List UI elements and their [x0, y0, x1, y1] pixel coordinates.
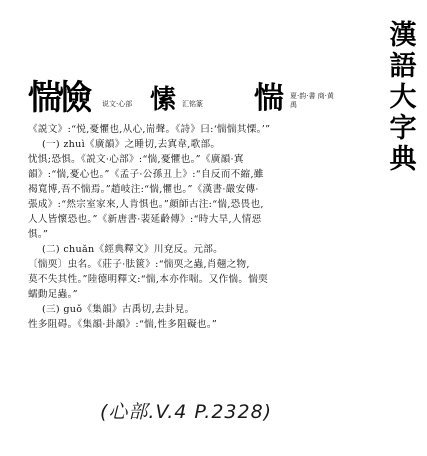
- seal-script-form-3: 惴: [254, 81, 284, 116]
- entry-line: 《説文》:“悦,憂懼也,从心,耑聲。《詩》曰:‘惴惴其慄。’”: [28, 124, 271, 135]
- form-source-3: 夏·韵·書 商·黄禹: [290, 92, 334, 109]
- entry-line: 蠕動足蟲。”: [28, 289, 78, 300]
- title-char: 大: [389, 82, 417, 113]
- entry-line: (一) zhuì《廣韻》之睡切,去寘韋,歌部。: [42, 139, 221, 150]
- entry-body: [28, 122, 373, 332]
- entry-line: 惧。”: [28, 229, 49, 240]
- entry-line: 性多阻碍。《集韻·卦韻》:“惴,性多阻礙也。”: [28, 319, 218, 330]
- title-char: 漢: [389, 20, 417, 51]
- seal-script-form-2: 愫: [150, 85, 177, 115]
- handwritten-page-reference: (心部.V.4 P.2328): [100, 401, 273, 423]
- entry-line: 張成》:“然宗室家來,人肯惧也。”顔師古注:“惴,恐畏也,: [28, 199, 264, 210]
- entry-line: 褐寬博,吾不惴焉。”趙岐注:“惴,懼也。”《漢書·嚴安傳·: [28, 184, 259, 195]
- entry-line: 〔惴耎〕虫名。《莊子·胠篋》:“惴耎之蟲,肖翹之物,: [28, 259, 250, 270]
- entry-line: 忧惧;恐惧。《説文·心部》:“惴,憂懼也。”《廣韻·寘: [28, 154, 244, 165]
- seal-script-form-1: 惴憸: [28, 78, 88, 118]
- entry-line: 人人皆懷恐也。”《新唐書·裴延齡傳》:“時大旱,人情惡: [28, 214, 262, 225]
- title-char: 字: [389, 113, 417, 144]
- title-char: 典: [389, 144, 417, 175]
- form-source-1: 说文·心部: [102, 100, 133, 108]
- entry-line: 韻》:“惴,憂心也。”《孟子·公孫丑上》:“自反而不縮,雖: [28, 169, 264, 180]
- entry-line: (三) guǒ《集韻》古禹切,去卦見。: [42, 304, 195, 315]
- title-char: 語: [389, 51, 417, 82]
- form-source-2: 汇铭篆: [182, 100, 203, 108]
- ancient-forms-row: [28, 78, 368, 120]
- entry-line: 莫不失其性。”陸德明釋文:“惴,本亦作喘。又作惴。惴耎: [28, 274, 269, 285]
- dictionary-title: [385, 20, 421, 175]
- entry-line: (二) chuǎn《經典釋文》川兗反。元部。: [42, 244, 224, 255]
